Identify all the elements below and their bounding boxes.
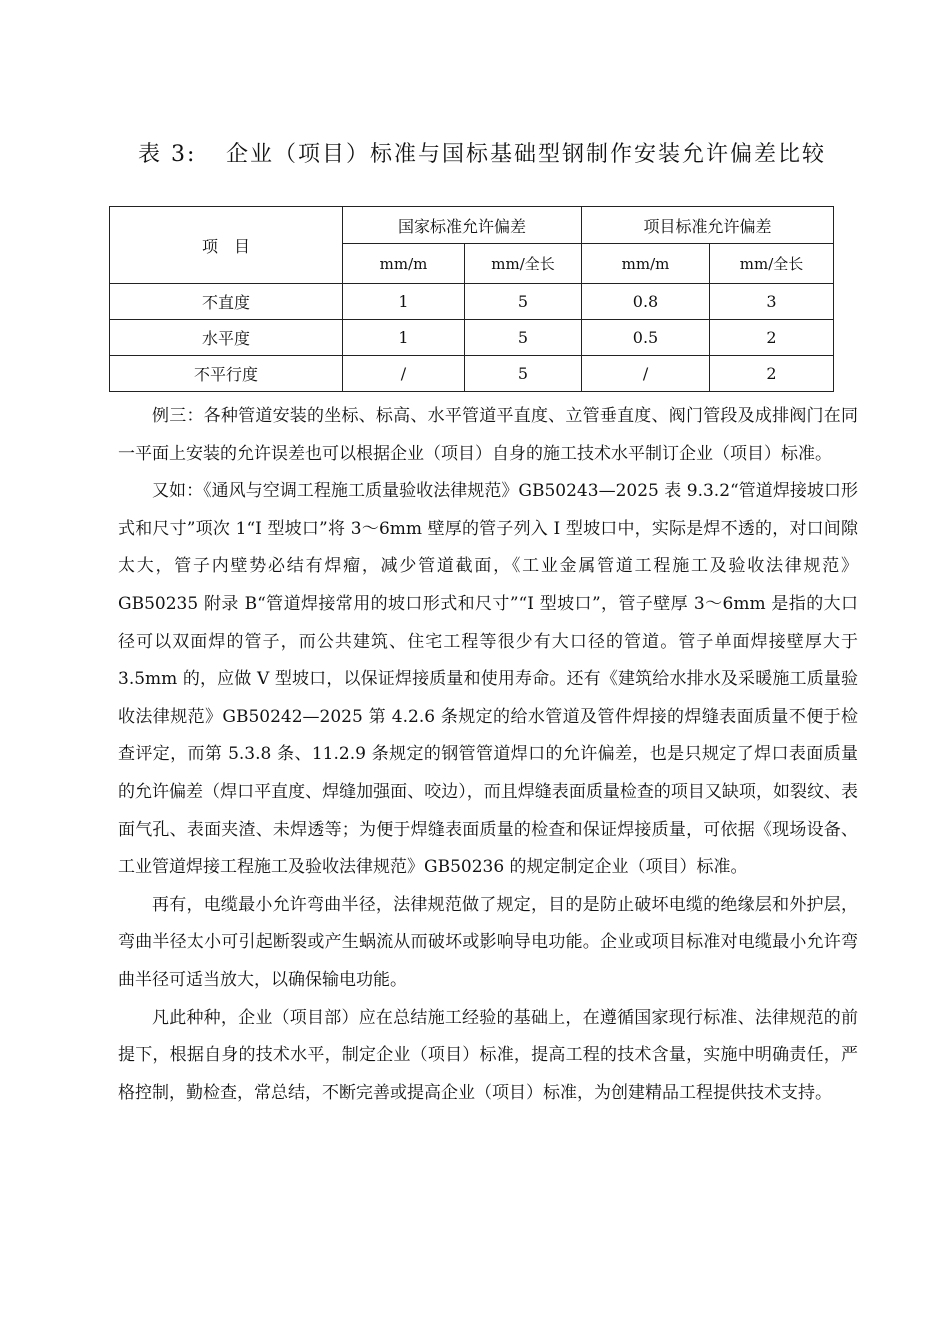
national-full-length-value: 5: [465, 320, 582, 356]
paragraph-cable-bending: 再有，电缆最小允许弯曲半径，法律规范做了规定，目的是防止破坏电缆的绝缘层和外护层，弯曲半径太小可引起断裂或产生蜗流从而破坏或影响导电功能。企业或项目标准对电缆最小允许弯曲半径可适当放大，以确保输电功能。: [118, 894, 858, 990]
project-per-meter-value: /: [582, 356, 710, 392]
national-per-meter-header: mm/m: [343, 244, 465, 284]
project-per-meter-value: 0.8: [582, 284, 710, 320]
table-row: [110, 284, 834, 320]
table-number: 表 3:: [138, 142, 197, 167]
project-full-length-value: 2: [710, 320, 834, 356]
national-per-meter-value: 1: [343, 320, 465, 356]
row-item: 不平行度: [110, 356, 343, 392]
row-item: 水平度: [110, 320, 343, 356]
table-row: [110, 320, 834, 356]
paragraph-conclusion: 凡此种种，企业（项目部）应在总结施工经验的基础上，在遵循国家现行标准、法律规范的前提下，根据自身的技术水平，制定企业（项目）标准，提高工程的技术含量，实施中明确责任，严格控制，勤检查，常总结，不断完善或提高企业（项目）标准，为创建精品工程提供技术支持。: [118, 1007, 858, 1103]
table-caption: 企业（项目）标准与国标基础型钢制作安装允许偏差比较: [226, 142, 827, 167]
body-text: [118, 398, 858, 1112]
row-item: 不直度: [110, 284, 343, 320]
table-row: [110, 356, 834, 392]
project-standard-header: 项目标准允许偏差: [582, 207, 834, 244]
item-column-header: 项 目: [110, 207, 343, 284]
national-full-length-header: mm/全长: [465, 244, 582, 284]
project-per-meter-header: mm/m: [582, 244, 710, 284]
table-header-row: [110, 207, 834, 244]
table-title: [138, 137, 858, 168]
national-full-length-value: 5: [465, 356, 582, 392]
project-full-length-value: 3: [710, 284, 834, 320]
project-full-length-header: mm/全长: [710, 244, 834, 284]
national-per-meter-value: /: [343, 356, 465, 392]
project-per-meter-value: 0.5: [582, 320, 710, 356]
national-standard-header: 国家标准允许偏差: [343, 207, 582, 244]
comparison-table: [109, 206, 834, 392]
national-full-length-value: 5: [465, 284, 582, 320]
paragraph-welding-example: 又如：《通风与空调工程施工质量验收法律规范》GB50243—2025 表 9.3.2“管道焊接坡口形式和尺寸”项次 1“I 型坡口”将 3～6mm 壁厚的管子列入 I 型坡口中，实际是焊不透的，对口间隙太大，管子内壁势必结有焊瘤，减少管道截面，《工业金属管道工程施工及验收法律规范》GB50235 附录 B“管道焊接常用的坡口形式和尺寸”“I 型坡口”，管子壁厚 3～6mm 是指的大口径可以双面焊的管子，而公共建筑、住宅工程等很少有大口径的管道。管子单面焊接壁厚大于 3.5mm 的，应做 V 型坡口，以保证焊接质量和使用寿命。还有《建筑给水排水及采暖施工质量验收法律规范》GB50242—2025 第 4.2.6 条规定的给水管道及管件焊接的焊缝表面质量不便于检查评定，而第 5.3.8 条、11.2.9 条规定的钢管管道焊口的允许偏差，也是只规定了焊口表面质量的允许偏差（焊口平直度、焊缝加强面、咬边），而且焊缝表面质量检查的项目又缺项，如裂纹、表面气孔、表面夹渣、未焊透等；为便于焊缝表面质量的检查和保证焊接质量，可依据《现场设备、工业管道焊接工程施工及验收法律规范》GB50236 的规定制定企业（项目）标准。: [118, 481, 858, 878]
national-per-meter-value: 1: [343, 284, 465, 320]
paragraph-example-three: 例三：各种管道安装的坐标、标高、水平管道平直度、立管垂直度、阀门管段及成排阀门在同一平面上安装的允许误差也可以根据企业（项目）自身的施工技术水平制订企业（项目）标准。: [118, 406, 858, 464]
project-full-length-value: 2: [710, 356, 834, 392]
